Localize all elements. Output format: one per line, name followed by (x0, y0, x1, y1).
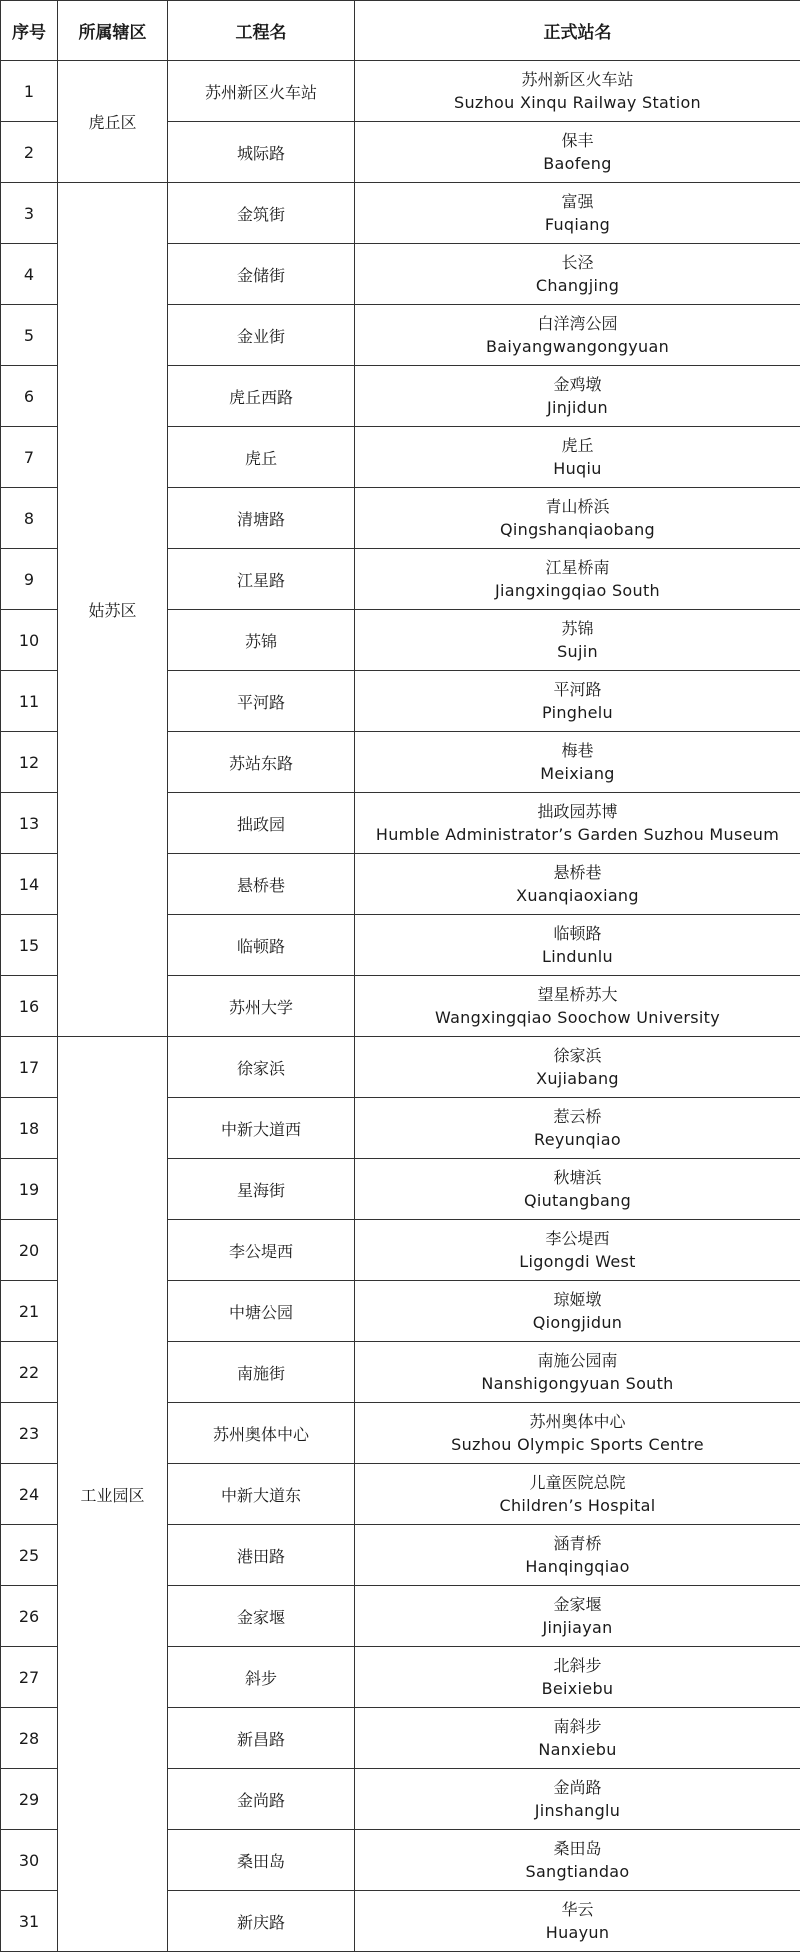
official-name-chinese: 桑田岛 (553, 1839, 602, 1858)
row-number: 27 (1, 1647, 58, 1708)
row-number: 22 (1, 1342, 58, 1403)
official-name-english: Jinshanglu (534, 1801, 621, 1820)
official-name-chinese: 青山桥浜 (545, 497, 610, 516)
official-name-chinese: 保丰 (561, 131, 594, 150)
district-cell: 姑苏区 (58, 183, 168, 1037)
official-name-cell (355, 122, 800, 183)
table-header (1, 1, 800, 61)
official-name-chinese: 苏锦 (561, 619, 594, 638)
official-name-chinese: 儿童医院总院 (529, 1473, 626, 1492)
project-name-cell: 南施街 (168, 1342, 355, 1403)
official-name-cell (355, 610, 800, 671)
official-name-english: Changjing (535, 276, 620, 295)
project-name-cell: 苏站东路 (168, 732, 355, 793)
official-name-cell (355, 793, 800, 854)
row-number: 19 (1, 1159, 58, 1220)
official-name-chinese: 金鸡墩 (553, 375, 602, 394)
row-number: 16 (1, 976, 58, 1037)
official-name-english: Fuqiang (544, 215, 611, 234)
row-number: 3 (1, 183, 58, 244)
official-name-english: Jinjiayan (542, 1618, 613, 1637)
row-number: 11 (1, 671, 58, 732)
official-name-english: Ligongdi West (519, 1252, 636, 1271)
official-name-chinese: 北斜步 (553, 1656, 602, 1675)
project-name-cell: 苏州新区火车站 (168, 61, 355, 122)
official-name-cell (355, 61, 800, 122)
official-name-english: Jinjidun (546, 398, 609, 417)
project-name-cell: 虎丘 (168, 427, 355, 488)
official-name-english: Huqiu (553, 459, 602, 478)
official-name-chinese: 梅巷 (561, 741, 594, 760)
header-project-name: 工程名 (168, 1, 355, 61)
row-number: 8 (1, 488, 58, 549)
official-name-cell (355, 1342, 800, 1403)
row-number: 29 (1, 1769, 58, 1830)
row-number: 15 (1, 915, 58, 976)
official-name-chinese: 平河路 (553, 680, 602, 699)
official-name-english: Qiongjidun (532, 1313, 623, 1332)
official-name-cell (355, 1281, 800, 1342)
project-name-cell: 临顿路 (168, 915, 355, 976)
header-row (1, 1, 800, 61)
official-name-cell (355, 854, 800, 915)
row-number: 2 (1, 122, 58, 183)
official-name-chinese: 悬桥巷 (553, 863, 602, 882)
official-name-english: Sujin (557, 642, 598, 661)
official-name-english: Lindunlu (542, 947, 613, 966)
official-name-cell (355, 1037, 800, 1098)
official-name-cell (355, 671, 800, 732)
official-name-chinese: 拙政园苏博 (537, 802, 618, 821)
table-row (1, 61, 800, 122)
district-cell: 虎丘区 (58, 61, 168, 183)
project-name-cell: 虎丘西路 (168, 366, 355, 427)
project-name-cell: 中新大道西 (168, 1098, 355, 1159)
official-name-english: Pinghelu (541, 703, 613, 722)
official-name-chinese: 琼姬墩 (553, 1290, 602, 1309)
header-number: 序号 (1, 1, 58, 61)
official-name-english: Jiangxingqiao South (495, 581, 660, 600)
row-number: 31 (1, 1891, 58, 1952)
official-name-chinese: 南斜步 (553, 1717, 602, 1736)
row-number: 17 (1, 1037, 58, 1098)
row-number: 24 (1, 1464, 58, 1525)
project-name-cell: 拙政园 (168, 793, 355, 854)
project-name-cell: 李公堤西 (168, 1220, 355, 1281)
official-name-english: Hanqingqiao (525, 1557, 630, 1576)
official-name-cell (355, 1525, 800, 1586)
row-number: 7 (1, 427, 58, 488)
official-name-cell (355, 1769, 800, 1830)
project-name-cell: 金业街 (168, 305, 355, 366)
official-name-english: Nanxiebu (538, 1740, 617, 1759)
project-name-cell: 金尚路 (168, 1769, 355, 1830)
row-number: 25 (1, 1525, 58, 1586)
official-name-chinese: 江星桥南 (545, 558, 610, 577)
project-name-cell: 港田路 (168, 1525, 355, 1586)
project-name-cell: 金家堰 (168, 1586, 355, 1647)
official-name-english: Xujiabang (536, 1069, 619, 1088)
official-name-cell (355, 488, 800, 549)
official-name-cell (355, 976, 800, 1037)
official-name-cell (355, 549, 800, 610)
row-number: 12 (1, 732, 58, 793)
row-number: 30 (1, 1830, 58, 1891)
official-name-english: Reyunqiao (534, 1130, 621, 1149)
official-name-english: Qiutangbang (523, 1191, 632, 1210)
project-name-cell: 苏锦 (168, 610, 355, 671)
row-number: 13 (1, 793, 58, 854)
project-name-cell: 金筑街 (168, 183, 355, 244)
official-name-cell (355, 1647, 800, 1708)
official-name-cell (355, 915, 800, 976)
row-number: 28 (1, 1708, 58, 1769)
official-name-chinese: 白洋湾公园 (537, 314, 618, 333)
project-name-cell: 金储街 (168, 244, 355, 305)
official-name-chinese: 南施公园南 (537, 1351, 618, 1370)
official-name-english: Humble Administrator’s Garden Suzhou Museum (375, 825, 780, 844)
row-number: 9 (1, 549, 58, 610)
project-name-cell: 桑田岛 (168, 1830, 355, 1891)
official-name-english: Qingshanqiaobang (499, 520, 655, 539)
official-name-cell (355, 305, 800, 366)
row-number: 1 (1, 61, 58, 122)
project-name-cell: 新庆路 (168, 1891, 355, 1952)
official-name-cell (355, 244, 800, 305)
project-name-cell: 中新大道东 (168, 1464, 355, 1525)
project-name-cell: 江星路 (168, 549, 355, 610)
row-number: 18 (1, 1098, 58, 1159)
official-name-cell (355, 1403, 800, 1464)
project-name-cell: 城际路 (168, 122, 355, 183)
official-name-chinese: 虎丘 (561, 436, 594, 455)
official-name-cell (355, 1830, 800, 1891)
official-name-english: Children’s Hospital (499, 1496, 656, 1515)
project-name-cell: 星海街 (168, 1159, 355, 1220)
row-number: 23 (1, 1403, 58, 1464)
official-name-chinese: 秋塘浜 (553, 1168, 602, 1187)
project-name-cell: 新昌路 (168, 1708, 355, 1769)
row-number: 6 (1, 366, 58, 427)
official-name-chinese: 望星桥苏大 (537, 985, 618, 1004)
official-name-chinese: 临顿路 (553, 924, 602, 943)
project-name-cell: 徐家浜 (168, 1037, 355, 1098)
project-name-cell: 苏州奥体中心 (168, 1403, 355, 1464)
official-name-cell (355, 1586, 800, 1647)
row-number: 26 (1, 1586, 58, 1647)
official-name-chinese: 李公堤西 (545, 1229, 610, 1248)
official-name-cell (355, 427, 800, 488)
official-name-english: Baiyangwangongyuan (485, 337, 670, 356)
official-name-cell (355, 1708, 800, 1769)
official-name-cell (355, 366, 800, 427)
official-name-cell (355, 1464, 800, 1525)
project-name-cell: 悬桥巷 (168, 854, 355, 915)
row-number: 4 (1, 244, 58, 305)
official-name-cell (355, 1891, 800, 1952)
header-district: 所属辖区 (58, 1, 168, 61)
project-name-cell: 斜步 (168, 1647, 355, 1708)
official-name-cell (355, 1220, 800, 1281)
official-name-chinese: 富强 (561, 192, 594, 211)
official-name-chinese: 金尚路 (553, 1778, 602, 1797)
official-name-cell (355, 1098, 800, 1159)
official-name-english: Meixiang (540, 764, 615, 783)
row-number: 14 (1, 854, 58, 915)
official-name-english: Suzhou Olympic Sports Centre (451, 1435, 704, 1454)
row-number: 5 (1, 305, 58, 366)
table-row (1, 1037, 800, 1098)
official-name-chinese: 长泾 (561, 253, 594, 272)
official-name-chinese: 惹云桥 (553, 1107, 602, 1126)
official-name-english: Huayun (545, 1923, 610, 1942)
project-name-cell: 苏州大学 (168, 976, 355, 1037)
official-name-chinese: 苏州奥体中心 (529, 1412, 626, 1431)
row-number: 20 (1, 1220, 58, 1281)
official-name-english: Nanshigongyuan South (481, 1374, 674, 1393)
official-name-chinese: 苏州新区火车站 (521, 70, 634, 89)
project-name-cell: 平河路 (168, 671, 355, 732)
official-name-cell (355, 732, 800, 793)
official-name-english: Suzhou Xinqu Railway Station (454, 93, 701, 112)
official-name-chinese: 徐家浜 (553, 1046, 602, 1065)
official-name-chinese: 华云 (561, 1900, 594, 1919)
official-name-english: Xuanqiaoxiang (516, 886, 639, 905)
official-name-cell (355, 1159, 800, 1220)
official-name-chinese: 涵青桥 (553, 1534, 602, 1553)
project-name-cell: 中塘公园 (168, 1281, 355, 1342)
official-name-english: Wangxingqiao Soochow University (434, 1008, 721, 1027)
official-name-english: Baofeng (543, 154, 612, 173)
official-name-english: Beixiebu (541, 1679, 614, 1698)
header-official-name: 正式站名 (355, 1, 800, 61)
row-number: 21 (1, 1281, 58, 1342)
table-body (1, 61, 800, 1952)
official-name-chinese: 金家堰 (553, 1595, 602, 1614)
district-cell: 工业园区 (58, 1037, 168, 1952)
row-number: 10 (1, 610, 58, 671)
official-name-english: Sangtiandao (525, 1862, 630, 1881)
official-name-cell (355, 183, 800, 244)
table-row (1, 183, 800, 244)
project-name-cell: 清塘路 (168, 488, 355, 549)
